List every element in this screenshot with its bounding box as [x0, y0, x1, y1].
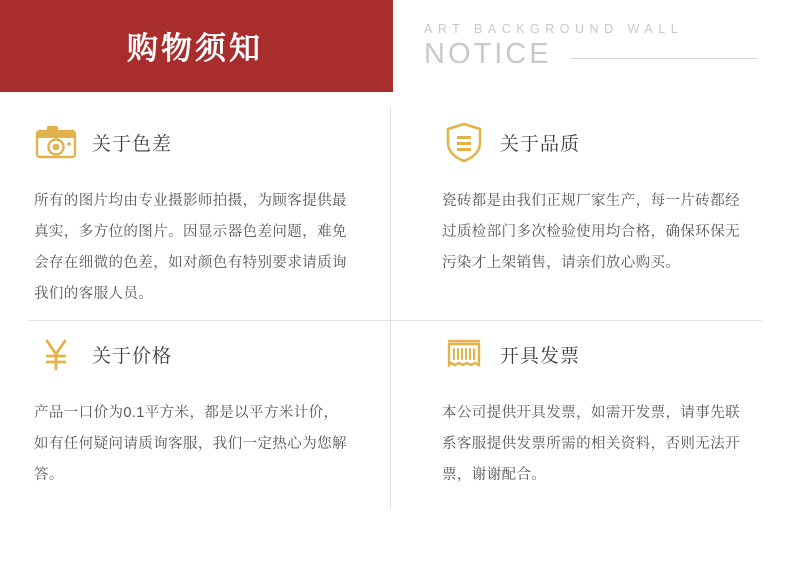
invoice-icon — [442, 332, 486, 376]
notice-item-text: 瓷砖都是由我们正规厂家生产，每一片砖都经过质检部门多次检验使用均合格，确保环保无污染才上架销售，请亲们放心购买。 — [442, 193, 740, 271]
shield-icon — [442, 120, 486, 164]
notice-item-header — [34, 114, 350, 170]
notice-item-title: 开具发票 — [500, 345, 581, 367]
notice-item-invoice — [390, 304, 790, 516]
notice-item-quality — [390, 92, 790, 304]
notice-item-title: 关于色差 — [92, 133, 173, 155]
notice-item-header — [442, 326, 754, 382]
header-accent-bar — [390, 0, 393, 92]
yuan-icon — [34, 332, 78, 376]
header-subtitle: ART BACKGROUND WALL — [424, 21, 684, 36]
notice-item-text: 产品一口价为0.1平方米，都是以平方米计价，如有任何疑问请质询客服，我们一定热心为您解答。 — [34, 405, 347, 483]
horizontal-divider — [28, 320, 762, 321]
vertical-divider — [390, 108, 391, 508]
header-notice: NOTICE — [424, 37, 552, 70]
page-header — [0, 0, 790, 92]
notice-item-header — [34, 326, 350, 382]
header-title-block — [0, 0, 390, 92]
notice-item-text: 所有的图片均由专业摄影师拍摄，为顾客提供最真实，多方位的图片。因显示器色差问题，难免会存在细微的色差，如对颜色有特别要求请质询我们的客服人员。 — [34, 193, 347, 302]
notice-item-header — [442, 114, 754, 170]
page-title: 购物须知 — [127, 30, 263, 66]
notice-item-text: 本公司提供开具发票，如需开发票，请事先联系客服提供发票所需的相关资料，否则无法开票，谢谢配合。 — [442, 405, 740, 483]
header-divider — [570, 58, 758, 59]
notice-grid — [0, 92, 790, 516]
header-subtitle-block — [390, 0, 790, 92]
notice-item-title: 关于价格 — [92, 345, 173, 367]
notice-item-price — [0, 304, 390, 516]
camera-icon — [34, 120, 78, 164]
notice-item-title: 关于品质 — [500, 133, 581, 155]
notice-item-color — [0, 92, 390, 304]
header-notice-row — [424, 38, 790, 71]
